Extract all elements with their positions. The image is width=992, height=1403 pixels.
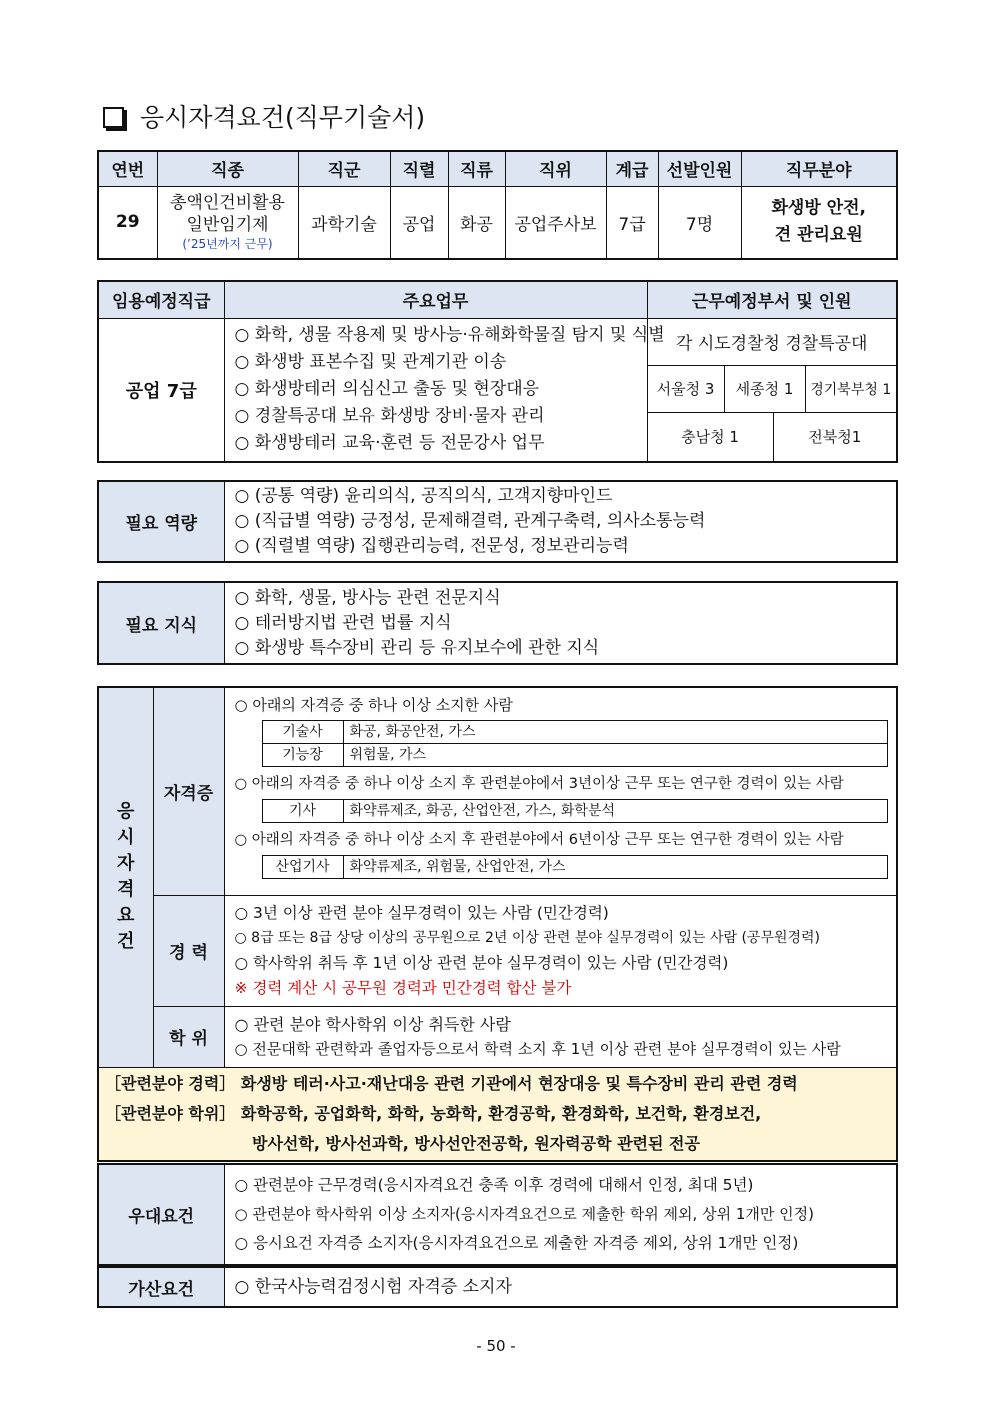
dept-gyeonggi-north: 경기북부청 1 — [810, 381, 892, 398]
header-field: 직무분야 — [741, 151, 897, 186]
header-grade: 계급 — [606, 151, 658, 186]
competency-item: ○ (공통 역량) 윤리의식, 공직의식, 고객지향마인드 — [234, 486, 613, 506]
knowledge-table — [97, 581, 898, 665]
preference-item: ○ 응시요건 자격증 소지자(응시자격요건으로 제출한 자격증 제외, 상위 1개만 인정) — [234, 1234, 799, 1252]
related-field-cell — [98, 1067, 897, 1161]
career-cell — [224, 895, 897, 1006]
checkbox-square-icon — [103, 107, 124, 128]
preference-label: 우대요건 — [98, 1164, 224, 1265]
competency-item: ○ (직급별 역량) 긍정성, 문제해결력, 관계구축력, 의사소통능력 — [234, 511, 706, 531]
cert-line: ○ 아래의 자격증 중 하나 이상 소지한 사람 — [234, 696, 513, 714]
row-type — [157, 186, 298, 259]
degree-item: ○ 관련 분야 학사학위 이상 취득한 사람 — [234, 1014, 511, 1034]
preference-item: ○ 관련분야 근무경력(응시자격요건 충족 이후 경력에 대해서 인정, 최대 5년) — [234, 1176, 754, 1194]
bonus-item: ○ 한국사능력검정시험 자격증 소지자 — [224, 1267, 897, 1307]
bonus-label: 가산요건 — [98, 1267, 224, 1307]
knowledge-item: ○ 화학, 생물, 방사능 관련 전문지식 — [234, 587, 501, 608]
duties-cell — [224, 318, 665, 462]
cert-table-3: 산업기사 화약류제조, 위험물, 산업안전, 가스 — [262, 855, 888, 879]
row-position: 공업주사보 — [505, 186, 606, 259]
row-group: 과학기술 — [298, 186, 390, 259]
degree-cell — [224, 1006, 897, 1067]
competency-items — [224, 481, 897, 562]
header-series: 직렬 — [390, 151, 448, 186]
knowledge-items — [224, 582, 897, 664]
degree-item: ○ 전문대학 관련학과 졸업자등으로서 학력 소지 후 1년 이상 관련 분야 실무경력이 있는 사람 — [234, 1039, 841, 1058]
cert-table-1: 기술사 화공, 화공안전, 가스 기능장 위험물, 가스 — [262, 720, 888, 767]
header-duties: 주요업무 — [224, 281, 647, 318]
type-note: (’25년까지 근무) — [182, 237, 273, 252]
row-no: 29 — [98, 186, 157, 259]
type-line1: 총액인건비활용 — [170, 193, 285, 214]
career-item: ○ 3년 이상 관련 분야 실무경력이 있는 사람 (민간경력) — [234, 903, 609, 922]
page-number: - 50 - — [476, 1337, 516, 1355]
field-line1: 화생방 안전, — [771, 198, 866, 219]
header-no: 연번 — [98, 151, 157, 186]
degree-label: 학 위 — [153, 1006, 224, 1067]
row-class: 화공 — [448, 186, 505, 259]
header-dept: 근무예정부서 및 인원 — [647, 281, 897, 318]
field-line2: 견 관리요원 — [774, 225, 863, 246]
cert-line: ○ 아래의 자격증 중 하나 이상 소지 후 관련분야에서 6년이상 근무 또는 연구한 경력이 있는 사람 — [234, 832, 844, 848]
dept-sejong: 세종청 1 — [725, 366, 806, 412]
knowledge-item: ○ 화생방 특수장비 관리 등 유지보수에 관한 지식 — [234, 637, 600, 658]
related-degree-line2: 방사선학, 방사선과학, 방사선안전공학, 원자력공학 관련된 전공 — [252, 1133, 700, 1153]
career-item: ○ 8급 또는 8급 상당 이상의 공무원으로 2년 이상 관련 분야 실무경력이 있는 사람 (공무원경력) — [234, 929, 821, 946]
cert-line: ○ 아래의 자격증 중 하나 이상 소지 후 관련분야에서 3년이상 근무 또는 연구한 경력이 있는 사람 — [234, 776, 844, 792]
header-class: 직류 — [448, 151, 505, 186]
competency-table — [97, 480, 898, 563]
dept-title: 각 시도경찰청 경찰특공대 — [648, 319, 897, 366]
title-text: 응시자격요건(직무기술서) — [140, 103, 426, 132]
duty-table — [97, 280, 898, 463]
preference-items — [224, 1164, 897, 1265]
dept-seoul: 서울청 3 — [648, 366, 725, 412]
cert-table-2: 기사 화약류제조, 화공, 산업안전, 가스, 화학분석 — [262, 799, 888, 823]
header-group: 직군 — [298, 151, 390, 186]
career-note: ※ 경력 계산 시 공무원 경력과 민간경력 합산 불가 — [234, 978, 572, 997]
dept-jeonbuk: 전북청1 — [808, 428, 862, 446]
related-career: ［관련분야 경력］ 화생방 테러·사고·재난대응 관련 기관에서 현장대응 및 특수장비 관리 관련 경력 — [105, 1073, 798, 1093]
knowledge-label: 필요 지식 — [98, 582, 224, 664]
competency-label: 필요 역량 — [98, 481, 224, 562]
related-degree-line1: ［관련분야 학위］ 화학공학, 공업화학, 화학, 농화학, 환경공학, 환경화학, 보건학, 환경보건, — [105, 1103, 762, 1123]
career-item: ○ 학사학위 취득 후 1년 이상 관련 분야 실무경력이 있는 사람 (민간경력) — [234, 953, 729, 972]
position-table — [97, 150, 898, 260]
row-grade: 7급 — [606, 186, 658, 259]
header-type: 직종 — [157, 151, 298, 186]
knowledge-item: ○ 테러방지법 관련 법률 지식 — [234, 612, 452, 633]
duty-item: ○ 경찰특공대 보유 화생방 장비·물자 관리 — [234, 406, 545, 426]
preference-item: ○ 관련분야 학사학위 이상 소지자(응시자격요건으로 제출한 학위 제외, 상위 1개만 인정) — [234, 1205, 814, 1223]
cert-cell — [224, 687, 897, 895]
duty-item: ○ 화학, 생물 작용제 및 방사능·유해화학물질 탐지 및 식별 — [234, 325, 665, 345]
page-title — [103, 98, 425, 134]
header-count: 선발인원 — [658, 151, 741, 186]
header-position: 직위 — [505, 151, 606, 186]
qualification-side-label: 응 시 자 격 요 건 — [98, 687, 153, 1067]
competency-item: ○ (직렬별 역량) 집행관리능력, 전문성, 정보관리능력 — [234, 536, 629, 556]
preference-table — [97, 1163, 898, 1266]
row-count: 7명 — [658, 186, 741, 259]
dept-chungnam: 충남청 1 — [648, 413, 774, 461]
duty-item: ○ 화생방테러 교육·훈련 등 전문강사 업무 — [234, 433, 545, 453]
dept-row-2 — [648, 413, 897, 461]
qualification-table — [97, 686, 898, 1162]
cert-label: 자격증 — [153, 687, 224, 895]
row-field — [741, 186, 897, 259]
type-line2: 일반임기제 — [186, 215, 269, 236]
rank-cell: 공업 7급 — [98, 318, 224, 462]
bonus-table — [97, 1266, 898, 1308]
header-rank: 임용예정직급 — [98, 281, 224, 318]
row-series: 공업 — [390, 186, 448, 259]
duty-item: ○ 화생방 표본수집 및 관계기관 이송 — [234, 352, 507, 372]
duty-item: ○ 화생방테러 의심신고 출동 및 현장대응 — [234, 379, 540, 399]
dept-row-1 — [648, 366, 897, 413]
career-label: 경 력 — [153, 895, 224, 1006]
dept-cell — [647, 318, 897, 462]
